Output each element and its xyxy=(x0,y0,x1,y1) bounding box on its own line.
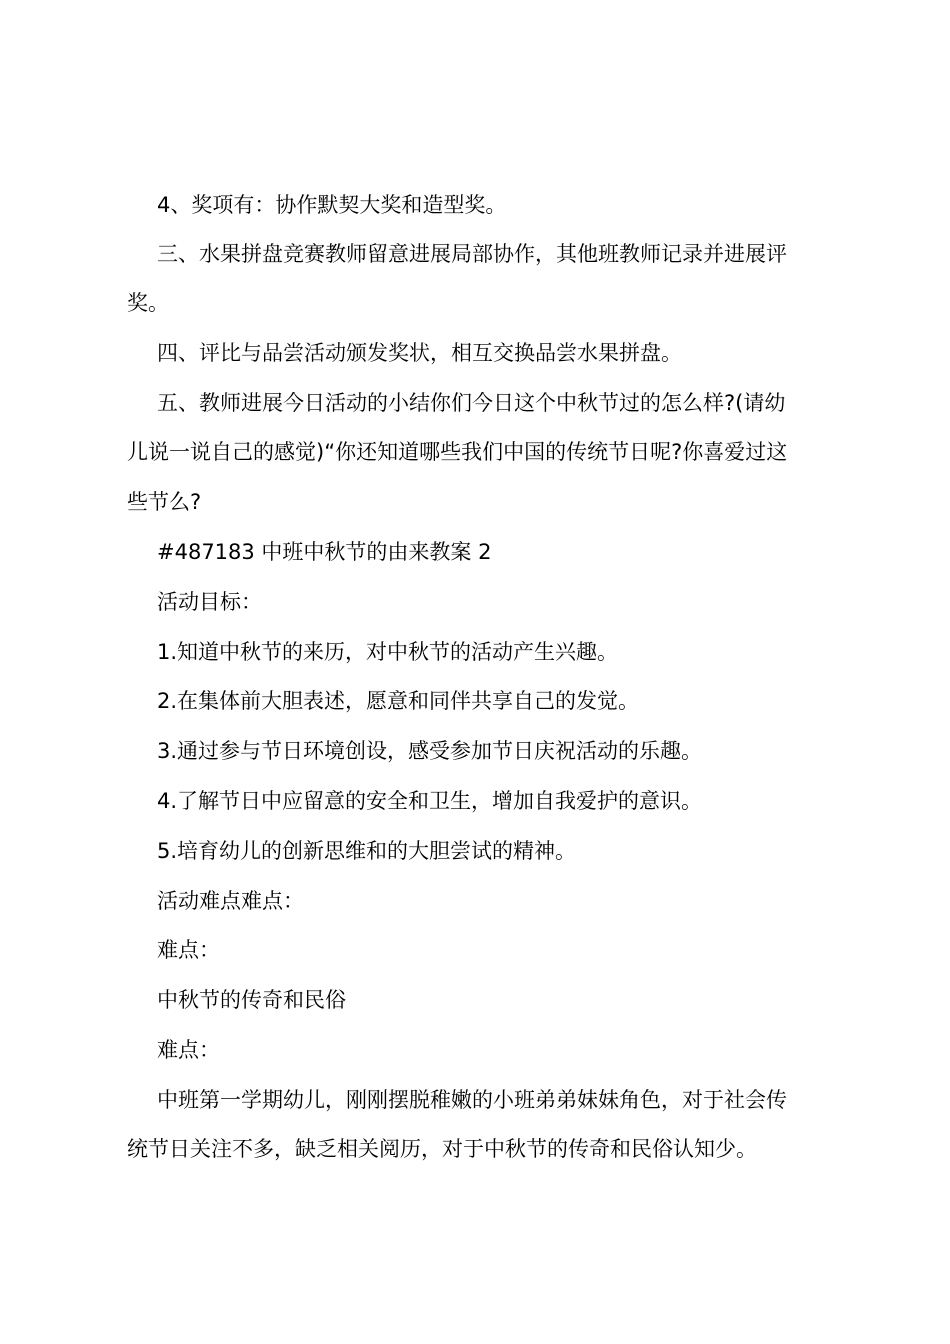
difficulty-text-2: 中班第一学期幼儿，刚刚摆脱稚嫩的小班弟弟妹妹角色，对于社会传 xyxy=(157,1088,787,1112)
text-line-step-4: 四、评比与品尝活动颁发奖状，相互交换品尝水果拼盘。 xyxy=(157,341,682,365)
subheading-difficulty-1: 难点： xyxy=(157,938,220,962)
difficulty-text-1: 中秋节的传奇和民俗 xyxy=(157,988,346,1012)
section-heading-difficulties: 活动难点难点： xyxy=(157,889,304,913)
goal-item-3: 3.通过参与节日环境创设，感受参加节日庆祝活动的乐趣。 xyxy=(157,739,703,763)
goal-item-2: 2.在集体前大胆表述，愿意和同伴共享自己的发觉。 xyxy=(157,689,640,713)
text-line-awards: 4、奖项有：协作默契大奖和造型奖。 xyxy=(157,193,507,217)
difficulty-text-2-cont: 统节日关注不多，缺乏相关阅历，对于中秋节的传奇和民俗认知少。 xyxy=(127,1137,757,1161)
goal-item-1: 1.知道中秋节的来历，对中秋节的活动产生兴趣。 xyxy=(157,640,619,664)
goal-item-4: 4.了解节日中应留意的安全和卫生，增加自我爱护的意识。 xyxy=(157,789,703,813)
section-heading-goals: 活动目标： xyxy=(157,590,262,614)
goal-item-5: 5.培育幼儿的创新思维和的大胆尝试的精神。 xyxy=(157,839,577,863)
text-line-step-5-cont-1: 儿说一说自己的感觉)“你还知道哪些我们中国的传统节日呢?你喜爱过这 xyxy=(127,440,788,464)
text-line-step-5-cont-2: 些节么? xyxy=(127,490,202,514)
lesson-title: #487183 中班中秋节的由来教案 2 xyxy=(157,540,492,564)
text-line-step-5: 五、教师进展今日活动的小结你们今日这个中秋节过的怎么样?(请幼 xyxy=(157,391,786,415)
subheading-difficulty-2: 难点： xyxy=(157,1038,220,1062)
text-line-step-3: 三、水果拼盘竞赛教师留意进展局部协作，其他班教师记录并进展评 xyxy=(157,242,787,266)
text-line-step-3-cont: 奖。 xyxy=(127,291,169,315)
